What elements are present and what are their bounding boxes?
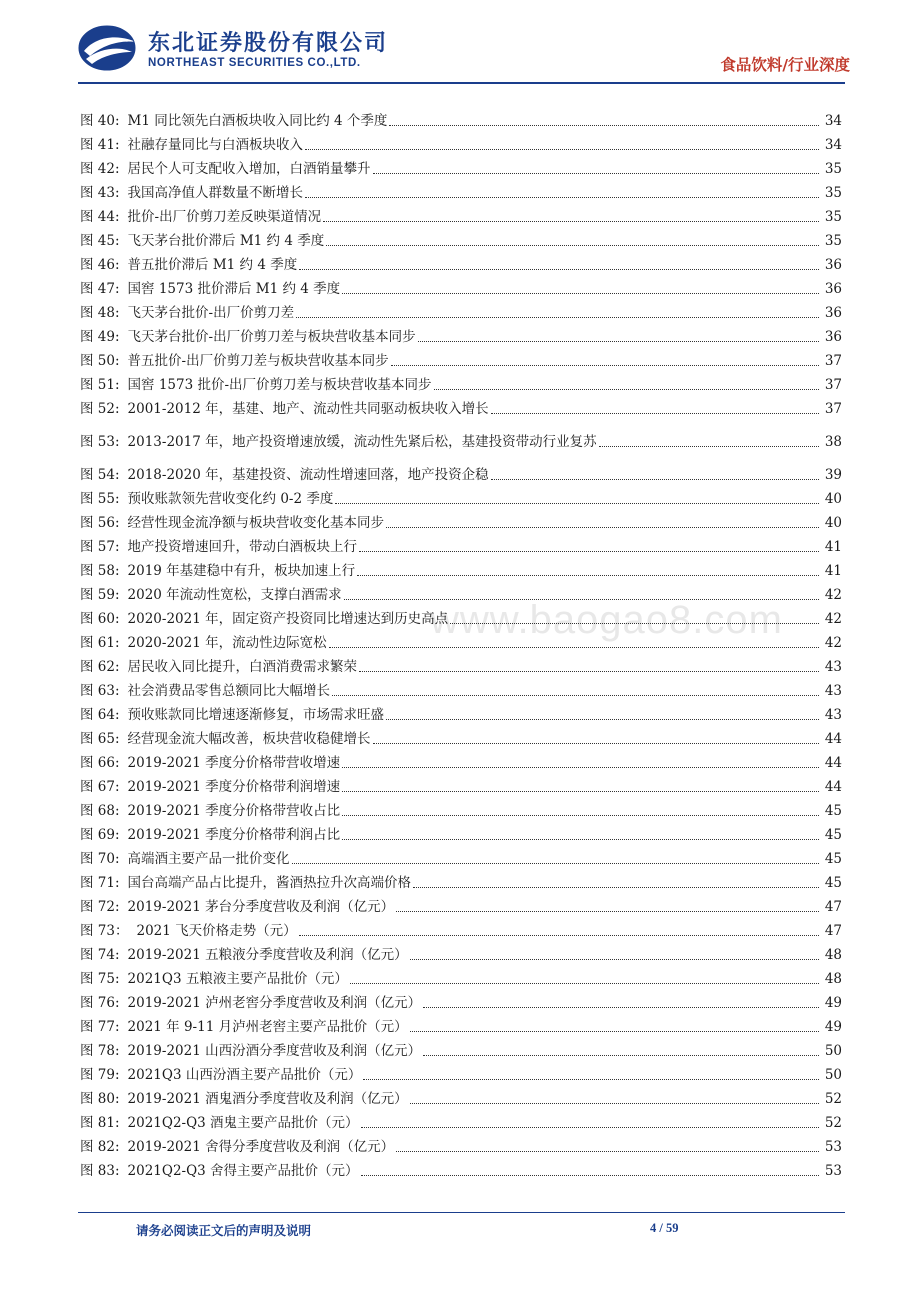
toc-entry[interactable] (80, 822, 842, 844)
dot-leader (413, 887, 819, 888)
toc-entry[interactable] (80, 486, 842, 508)
figure-page-number: 47 (824, 923, 842, 939)
toc-entry[interactable] (80, 429, 842, 451)
figure-page-number: 34 (824, 137, 842, 153)
figure-number: 图 83: (80, 1163, 120, 1179)
toc-entry[interactable] (80, 372, 842, 394)
dot-leader (386, 719, 819, 720)
figure-page-number: 45 (824, 827, 842, 843)
toc-entry[interactable] (80, 1110, 842, 1132)
figure-number: 图 57: (80, 539, 120, 555)
toc-entry[interactable] (80, 846, 842, 868)
figure-number: 图 61: (80, 635, 120, 651)
dot-leader (389, 125, 819, 126)
figure-number: 图 78: (80, 1043, 120, 1059)
figure-number: 图 62: (80, 659, 120, 675)
figure-title: 2019 年基建稳中有升，板块加速上行 (127, 563, 356, 579)
header-divider (78, 82, 845, 84)
dot-leader (410, 1031, 819, 1032)
dot-leader (350, 983, 819, 984)
figure-number: 图 65: (80, 731, 120, 747)
figure-number: 图 53: (80, 434, 120, 450)
dot-leader (396, 1151, 819, 1152)
toc-entry[interactable] (80, 396, 842, 418)
figure-number: 图 50: (80, 353, 120, 369)
figure-title: 高端酒主要产品一批价变化 (127, 851, 290, 867)
figure-title: 预收账款领先营收变化约 0-2 季度 (127, 491, 334, 507)
toc-entry[interactable] (80, 918, 842, 940)
figure-page-number: 48 (824, 971, 842, 987)
figure-number: 图 41: (80, 137, 120, 153)
figure-page-number: 52 (824, 1091, 842, 1107)
dot-leader (299, 269, 819, 270)
figure-title: 2020-2021 年，流动性边际宽松 (127, 635, 327, 651)
toc-entry[interactable] (80, 894, 842, 916)
figure-number: 图 56: (80, 515, 120, 531)
figure-page-number: 47 (824, 899, 842, 915)
watermark: www.baogao8.com (430, 598, 783, 642)
toc-entry[interactable] (80, 276, 842, 298)
dot-leader (423, 1055, 819, 1056)
figure-page-number: 42 (824, 635, 842, 651)
toc-entry[interactable] (80, 1086, 842, 1108)
toc-entry[interactable] (80, 774, 842, 796)
page-header (0, 0, 920, 80)
toc-entry[interactable] (80, 582, 842, 604)
dot-leader (418, 341, 819, 342)
figure-title: 国窖 1573 批价滞后 M1 约 4 季度 (127, 281, 341, 297)
figure-page-number: 38 (824, 434, 842, 450)
dot-leader (391, 365, 819, 366)
dot-leader (423, 1007, 819, 1008)
figure-number: 图 73： (80, 923, 129, 939)
figure-page-number: 50 (824, 1067, 842, 1083)
figure-page-number: 36 (824, 329, 842, 345)
toc-entry[interactable] (80, 870, 842, 892)
figure-title: 2019-2021 季度分价格带利润增速 (127, 779, 341, 795)
figure-number: 图 52: (80, 401, 120, 417)
toc-entry[interactable] (80, 252, 842, 274)
figure-number: 图 75: (80, 971, 120, 987)
dot-leader (342, 293, 819, 294)
figure-title: 我国高净值人群数量不断增长 (127, 185, 304, 201)
figure-title: 2013-2017 年，地产投资增速放缓，流动性先紧后松，基建投资带动行业复苏 (127, 434, 597, 450)
figure-number: 图 79: (80, 1067, 120, 1083)
dot-leader (305, 149, 819, 150)
figure-title: 飞天茅台批价滞后 M1 约 4 季度 (127, 233, 325, 249)
figure-number: 图 63: (80, 683, 120, 699)
figure-page-number: 40 (824, 515, 842, 531)
figure-number: 图 68: (80, 803, 120, 819)
toc-entry[interactable] (80, 1062, 842, 1084)
figure-title: 2019-2021 酒鬼酒分季度营收及利润（亿元） (127, 1091, 408, 1107)
figure-number: 图 69: (80, 827, 120, 843)
figure-title: 2019-2021 季度分价格带营收增速 (127, 755, 341, 771)
toc-entry[interactable] (80, 534, 842, 556)
figure-number: 图 48: (80, 305, 120, 321)
figure-number: 图 55: (80, 491, 120, 507)
figure-title: 2019-2021 五粮液分季度营收及利润（亿元） (127, 947, 408, 963)
figure-number: 图 54: (80, 467, 120, 483)
figure-number: 图 76: (80, 995, 120, 1011)
figure-number: 图 51: (80, 377, 120, 393)
toc-entry[interactable] (80, 1014, 842, 1036)
toc-entry[interactable] (80, 462, 842, 484)
figure-title: 2021Q3 山西汾酒主要产品批价（元） (127, 1067, 362, 1083)
footer-divider (78, 1212, 845, 1213)
figure-page-number: 35 (824, 185, 842, 201)
figure-number: 图 43: (80, 185, 120, 201)
figure-title: 2018-2020 年，基建投资、流动性增速回落，地产投资企稳 (127, 467, 489, 483)
dot-leader (299, 935, 819, 936)
figure-title: 经营现金流大幅改善，板块营收稳健增长 (127, 731, 371, 747)
figure-number: 图 77: (80, 1019, 120, 1035)
toc-entry[interactable] (80, 654, 842, 676)
toc-entry[interactable] (80, 558, 842, 580)
dot-leader (344, 599, 819, 600)
figure-page-number: 44 (824, 755, 842, 771)
footer-disclaimer: 请务必阅读正文后的声明及说明 (136, 1223, 312, 1238)
toc-entry[interactable] (80, 180, 842, 202)
figure-title: 2021 飞天价格走势（元） (136, 923, 297, 939)
figure-number: 图 71: (80, 875, 120, 891)
figure-title: 国台高端产品占比提升，酱酒热拉升次高端价格 (127, 875, 412, 891)
report-category: 食品饮料/行业深度 (720, 56, 850, 74)
figure-number: 图 64: (80, 707, 120, 723)
dot-leader (359, 551, 819, 552)
figure-title: 批价-出厂价剪刀差反映渠道情况 (127, 209, 322, 225)
dot-leader (323, 221, 819, 222)
figure-page-number: 35 (824, 233, 842, 249)
figure-title: 2020-2021 年，固定资产投资同比增速达到历史高点 (127, 611, 449, 627)
figure-number: 图 66: (80, 755, 120, 771)
toc-entry[interactable] (80, 966, 842, 988)
dot-leader (434, 389, 819, 390)
dot-leader (329, 647, 819, 648)
toc-entry[interactable] (80, 630, 842, 652)
dot-leader (342, 791, 819, 792)
figure-number: 图 46: (80, 257, 120, 273)
figure-number: 图 80: (80, 1091, 120, 1107)
figure-page-number: 43 (824, 659, 842, 675)
figure-number: 图 70: (80, 851, 120, 867)
figure-title: 2019-2021 季度分价格带营收占比 (127, 803, 341, 819)
figure-number: 图 82: (80, 1139, 120, 1155)
figure-page-number: 43 (824, 707, 842, 723)
figure-title: 居民个人可支配收入增加，白酒销量攀升 (127, 161, 371, 177)
figure-number: 图 72: (80, 899, 120, 915)
figure-title: M1 同比领先白酒板块收入同比约 4 个季度 (127, 113, 388, 129)
figure-page-number: 34 (824, 113, 842, 129)
toc-entry[interactable] (80, 678, 842, 700)
figure-page-number: 49 (824, 995, 842, 1011)
dot-leader (491, 479, 819, 480)
dot-leader (342, 815, 819, 816)
figure-page-number: 53 (824, 1139, 842, 1155)
toc-entry[interactable] (80, 1134, 842, 1156)
dot-leader (342, 767, 819, 768)
toc-entry[interactable] (80, 1158, 842, 1180)
dot-leader (396, 911, 819, 912)
dot-leader (326, 245, 819, 246)
figure-title: 国窖 1573 批价-出厂价剪刀差与板块营收基本同步 (127, 377, 432, 393)
figure-page-number: 37 (824, 401, 842, 417)
figure-number: 图 74: (80, 947, 120, 963)
company-name-en: NORTHEAST SECURITIES CO.,LTD. (148, 57, 361, 69)
figure-number: 图 47: (80, 281, 120, 297)
figure-title: 2021Q2-Q3 舍得主要产品批价（元） (127, 1163, 359, 1179)
dot-leader (373, 173, 819, 174)
northeast-securities-logo-icon (78, 24, 140, 72)
dot-leader (357, 575, 819, 576)
figure-number: 图 45: (80, 233, 120, 249)
figure-page-number: 36 (824, 281, 842, 297)
figure-page-number: 37 (824, 353, 842, 369)
figure-number: 图 67: (80, 779, 120, 795)
figure-page-number: 50 (824, 1043, 842, 1059)
figure-number: 图 42: (80, 161, 120, 177)
figure-title: 2019-2021 茅台分季度营收及利润（亿元） (127, 899, 395, 915)
toc-entry[interactable] (80, 606, 842, 628)
dot-leader (332, 695, 819, 696)
figure-page-number: 36 (824, 257, 842, 273)
figure-page-number: 44 (824, 779, 842, 795)
figure-number: 图 44: (80, 209, 120, 225)
figure-page-number: 41 (824, 539, 842, 555)
toc-entry[interactable] (80, 798, 842, 820)
figure-title: 2019-2021 舍得分季度营收及利润（亿元） (127, 1139, 395, 1155)
figure-title: 飞天茅台批价-出厂价剪刀差与板块营收基本同步 (127, 329, 416, 345)
toc-entry[interactable] (80, 510, 842, 532)
dot-leader (305, 197, 819, 198)
figure-title: 居民收入同比提升，白酒消费需求繁荣 (127, 659, 358, 675)
figure-title: 2021Q3 五粮液主要产品批价（元） (127, 971, 348, 987)
toc-entry[interactable] (80, 132, 842, 154)
figure-title: 地产投资增速回升，带动白酒板块上行 (127, 539, 358, 555)
toc-entry[interactable] (80, 990, 842, 1012)
figure-page-number: 53 (824, 1163, 842, 1179)
toc-entry[interactable] (80, 108, 842, 130)
figure-title: 社会消费品零售总额同比大幅增长 (127, 683, 331, 699)
toc-entry[interactable] (80, 942, 842, 964)
figure-page-number: 45 (824, 851, 842, 867)
dot-leader (410, 959, 819, 960)
figure-page-number: 42 (824, 611, 842, 627)
figure-page-number: 43 (824, 683, 842, 699)
figure-title: 2020 年流动性宽松，支撑白酒需求 (127, 587, 342, 603)
dot-leader (342, 839, 819, 840)
dot-leader (363, 1079, 819, 1080)
figure-title: 社融存量同比与白酒板块收入 (127, 137, 304, 153)
toc-entry[interactable] (80, 228, 842, 250)
figure-page-number: 52 (824, 1115, 842, 1131)
dot-leader (450, 623, 819, 624)
figure-title: 2019-2021 季度分价格带利润占比 (127, 827, 341, 843)
dot-leader (373, 743, 819, 744)
figure-title: 普五批价滞后 M1 约 4 季度 (127, 257, 298, 273)
figure-page-number: 36 (824, 305, 842, 321)
toc-entry[interactable] (80, 348, 842, 370)
figure-title: 2001-2012 年，基建、地产、流动性共同驱动板块收入增长 (127, 401, 489, 417)
dot-leader (359, 671, 819, 672)
figure-page-number: 45 (824, 875, 842, 891)
toc-entry[interactable] (80, 1038, 842, 1060)
dot-leader (296, 317, 819, 318)
figure-page-number: 45 (824, 803, 842, 819)
figure-page-number: 41 (824, 563, 842, 579)
figure-page-number: 44 (824, 731, 842, 747)
dot-leader (491, 413, 819, 414)
dot-leader (410, 1103, 819, 1104)
toc-entry[interactable] (80, 156, 842, 178)
toc-entry[interactable] (80, 702, 842, 724)
figure-number: 图 60: (80, 611, 120, 627)
figure-title: 2019-2021 泸州老窖分季度营收及利润（亿元） (127, 995, 422, 1011)
figure-page-number: 40 (824, 491, 842, 507)
figure-title: 预收账款同比增速逐渐修复，市场需求旺盛 (127, 707, 385, 723)
dot-leader (335, 503, 819, 504)
figure-page-number: 35 (824, 209, 842, 225)
figure-number: 图 58: (80, 563, 120, 579)
figure-title: 普五批价-出厂价剪刀差与板块营收基本同步 (127, 353, 389, 369)
dot-leader (386, 527, 819, 528)
toc-entry[interactable] (80, 300, 842, 322)
dot-leader (292, 863, 819, 864)
figure-page-number: 39 (824, 467, 842, 483)
figure-page-number: 42 (824, 587, 842, 603)
figure-page-number: 49 (824, 1019, 842, 1035)
figure-number: 图 40: (80, 113, 120, 129)
toc-entry[interactable] (80, 750, 842, 772)
dot-leader (599, 446, 819, 447)
company-name-cn: 东北证券股份有限公司 (148, 31, 389, 56)
figure-title: 2021Q2-Q3 酒鬼主要产品批价（元） (127, 1115, 359, 1131)
figure-title: 2019-2021 山西汾酒分季度营收及利润（亿元） (127, 1043, 422, 1059)
figure-page-number: 48 (824, 947, 842, 963)
figure-number: 图 49: (80, 329, 120, 345)
figure-page-number: 37 (824, 377, 842, 393)
dot-leader (361, 1127, 819, 1128)
figure-number: 图 59: (80, 587, 120, 603)
figure-page-number: 35 (824, 161, 842, 177)
figure-title: 2021 年 9-11 月泸州老窖主要产品批价（元） (127, 1019, 408, 1035)
figure-title: 飞天茅台批价-出厂价剪刀差 (127, 305, 295, 321)
toc-entry[interactable] (80, 324, 842, 346)
dot-leader (361, 1175, 819, 1176)
figure-number: 图 81: (80, 1115, 120, 1131)
toc-entry[interactable] (80, 726, 842, 748)
toc-entry[interactable] (80, 204, 842, 226)
figure-title: 经营性现金流净额与板块营收变化基本同步 (127, 515, 385, 531)
page-number: 4 / 59 (650, 1221, 679, 1235)
